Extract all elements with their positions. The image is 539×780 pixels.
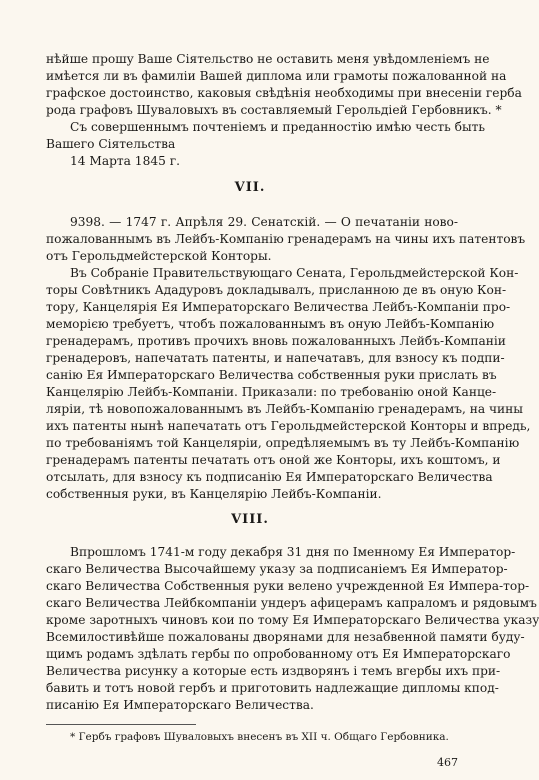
text-line: Всемилостивѣйше пожалованы дворянами для незабвенной памяти буду- — [46, 630, 525, 644]
text-line: скаго Величества Лейбкомпаніи ундеръ афицерамъ капраломъ и рядовымъ — [46, 596, 537, 610]
text-line: тору, Канцелярія Ея Императорскаго Величества Лейбъ-Компаніи про- — [46, 300, 511, 314]
text-line: рода графовъ Шуваловыхъ въ составляемый Герольдіей Гербовникъ. * — [46, 103, 502, 117]
text-line: Величества рисунку а которые есть издворянъ і темъ вгербы ихъ при- — [46, 664, 501, 678]
text-line: гренадерамъ патенты печатать отъ оной же Конторы, ихъ коштомъ, и — [46, 453, 501, 467]
text-line: нѣйше прошу Ваше Сіятельство не оставить меня увѣдомленіемъ не — [46, 52, 490, 66]
text-line: писанію Ея Императорскаго Величества. — [46, 698, 314, 712]
text-line: ляріи, тѣ новопожалованнымъ въ Лейбъ-Компанію гренадерамъ, на чины — [46, 402, 523, 416]
text-line: Въ Собраніе Правительствующаго Сената, Герольдмейстерской Кон- — [70, 266, 519, 280]
text-line: пожалованнымъ въ Лейбъ-Компанію гренадерамъ на чины ихъ патентовъ — [46, 232, 526, 246]
text-line: бавить и тотъ новой гербъ и приготовить надлежащие дипломы кпод- — [46, 681, 499, 695]
footnote: * Гербъ графовъ Шуваловыхъ внесенъ въ ХІІ ч. Общаго Гербовника. — [70, 731, 449, 743]
text-line: санію Ея Императорскаго Величества собственныя руки прислать въ — [46, 368, 497, 382]
text-line: торы Совѣтникъ Ададуровъ докладывалъ, присланною де въ оную Кон- — [46, 283, 507, 297]
section-heading-viii: VIII. — [231, 512, 269, 527]
text-line: Канцелярію Лейбъ-Компаніи. Приказали: по требованію оной Канце- — [46, 385, 497, 399]
text-line: скаго Величества Собственныя руки велено учрежденной Ея Импера-тор- — [46, 579, 530, 593]
section-heading-vii: VII. — [234, 180, 266, 195]
text-line: гренадерамъ, противъ прочихъ вновь пожалованныхъ Лейбъ-Компаніи — [46, 334, 506, 348]
text-line: 9398. — 1747 г. Апрѣля 29. Сенатскій. — О печатаніи ново- — [70, 215, 458, 229]
text-line: отсылать, для взносу къ подписанію Ея Императорскаго Величества — [46, 470, 493, 484]
text-line: ихъ патенты нынѣ напечатать отъ Герольдмейстерской Конторы и впредь, — [46, 419, 531, 433]
text-line: кроме заротныхъ чиновъ кои по тому Ея Императорскаго Величества указу — [46, 613, 539, 627]
text-line: Вашего Сіятельства — [46, 137, 176, 151]
footnote-rule — [46, 724, 196, 725]
text-line: отъ Герольдмейстерской Конторы. — [46, 249, 272, 263]
text-line: Съ совершеннымъ почтеніемъ и преданностію имѣю честь быть — [70, 120, 486, 134]
page-number: 467 — [437, 756, 458, 769]
text-line: собственныя руки, въ Канцелярію Лейбъ-Компаніи. — [46, 487, 382, 501]
text-line: графское достоинство, каковыя свѣдѣнія необходимы при внесеніи герба — [46, 86, 522, 100]
text-line: гренадеровъ, напечатать патенты, и напечатавъ, для взносу къ подпи- — [46, 351, 505, 365]
text-line: Впрошломъ 1741-м году декабря 31 дня по Іменному Ея Император- — [70, 545, 516, 559]
text-line: меморією требуетъ, чтобъ пожалованнымъ въ оную Лейбъ-Компанію — [46, 317, 495, 331]
text-line: имѣется ли въ фамиліи Вашей диплома или грамоты пожалованной на — [46, 69, 507, 83]
text-line: по требованіямъ той Канцеляріи, опредѣляемымъ въ ту Лейбъ-Компанію — [46, 436, 520, 450]
text-line: щимъ родамъ здѣлать гербы по опробованному отъ Ея Императорскаго — [46, 647, 511, 661]
text-line: скаго Величества Высочайшему указу за подписаніемъ Ея Император- — [46, 562, 508, 576]
text-line: 14 Марта 1845 г. — [70, 154, 180, 168]
